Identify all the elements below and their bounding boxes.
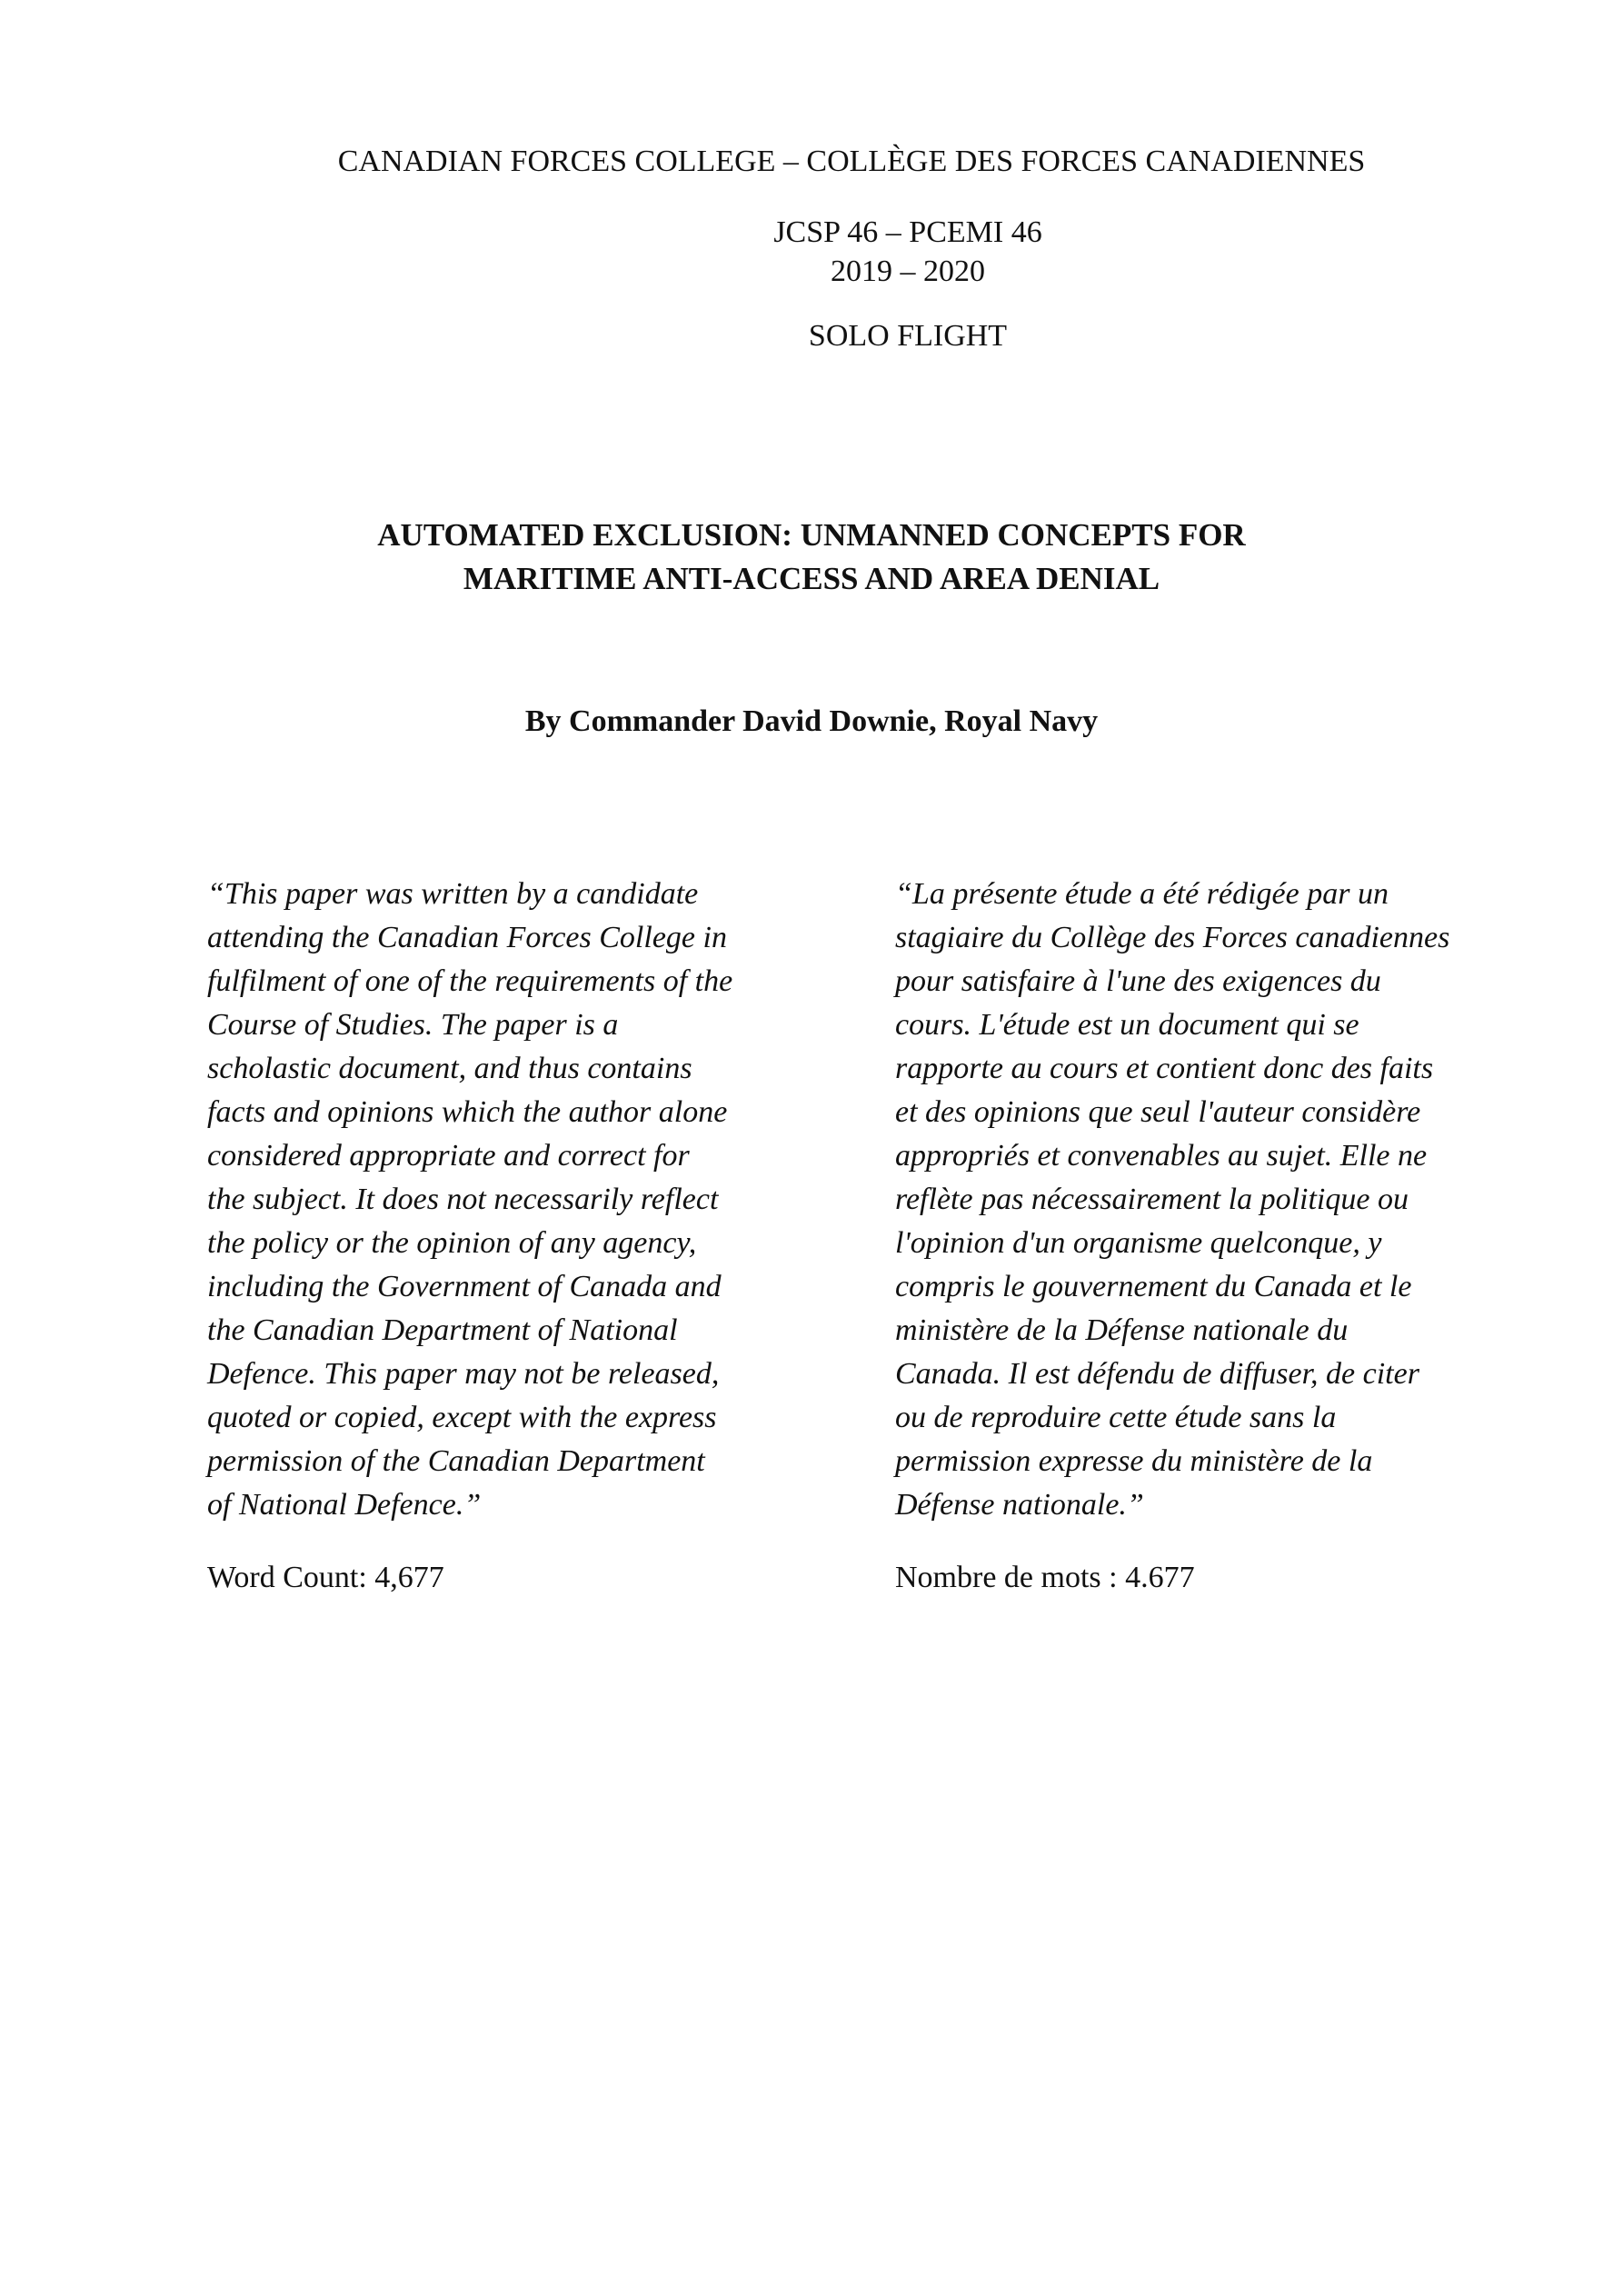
disclaimer-en-line: Course of Studies. The paper is a bbox=[207, 1008, 619, 1042]
paper-title-line-1: AUTOMATED EXCLUSION: UNMANNED CONCEPTS FOR bbox=[377, 517, 1246, 553]
disclaimer-fr-line: appropriés et convenables au sujet. Elle ne bbox=[895, 1139, 1428, 1173]
disclaimer-fr-line: rapporte au cours et contient donc des faits bbox=[895, 1052, 1434, 1085]
disclaimer-french bbox=[895, 873, 1449, 1527]
author-byline: By Commander David Downie, Royal Navy bbox=[524, 704, 1099, 738]
disclaimer-en-line: permission of the Canadian Department bbox=[207, 1444, 705, 1478]
disclaimer-en-line: Defence. This paper may not be released, bbox=[207, 1357, 720, 1391]
course-code: JCSP 46 – PCEMI 46 bbox=[773, 215, 1042, 249]
disclaimer-fr-line: reflète pas nécessairement la politique ou bbox=[895, 1183, 1409, 1216]
disclaimer-en-line: the subject. It does not necessarily reflect bbox=[207, 1183, 719, 1216]
disclaimer-fr-line: permission expresse du ministère de la bbox=[895, 1444, 1373, 1478]
disclaimer-en-line: considered appropriate and correct for bbox=[207, 1139, 690, 1173]
disclaimer-fr-line: compris le gouvernement du Canada et le bbox=[895, 1270, 1412, 1303]
paper-title bbox=[0, 514, 1623, 601]
disclaimer-en-line: quoted or copied, except with the express bbox=[207, 1401, 717, 1434]
disclaimer-fr-line: cours. L'étude est un document qui se bbox=[895, 1008, 1359, 1042]
disclaimer-en-line: facts and opinions which the author alone bbox=[207, 1095, 728, 1129]
disclaimer-en-line: including the Government of Canada and bbox=[207, 1270, 722, 1303]
academic-years: 2019 – 2020 bbox=[831, 255, 985, 288]
word-count-english: Word Count: 4,677 bbox=[207, 1561, 444, 1594]
program-name: SOLO FLIGHT bbox=[808, 319, 1008, 353]
disclaimer-fr-line: pour satisfaire à l'une des exigences du bbox=[895, 964, 1381, 998]
disclaimer-en-line: scholastic document, and thus contains bbox=[207, 1052, 692, 1085]
disclaimer-fr-line: Défense nationale.” bbox=[895, 1488, 1144, 1522]
disclaimer-en-line: “This paper was written by a candidate bbox=[207, 877, 699, 911]
disclaimer-fr-line: Canada. Il est défendu de diffuser, de citer bbox=[895, 1357, 1419, 1391]
disclaimer-fr-line: stagiaire du Collège des Forces canadiennes bbox=[895, 921, 1450, 954]
disclaimer-fr-line: ministère de la Défense nationale du bbox=[895, 1313, 1349, 1347]
disclaimer-en-line: the policy or the opinion of any agency, bbox=[207, 1226, 697, 1260]
disclaimer-fr-line: et des opinions que seul l'auteur considère bbox=[895, 1095, 1421, 1129]
disclaimer-fr-line: “La présente étude a été rédigée par un bbox=[895, 877, 1389, 911]
paper-title-line-2: MARITIME ANTI-ACCESS AND AREA DENIAL bbox=[463, 561, 1160, 596]
disclaimer-en-line: fulfilment of one of the requirements of the bbox=[207, 964, 733, 998]
word-count-french: Nombre de mots : 4.677 bbox=[895, 1561, 1195, 1594]
disclaimer-fr-line: l'opinion d'un organisme quelconque, y bbox=[895, 1226, 1382, 1260]
disclaimer-en-line: of National Defence.” bbox=[207, 1488, 482, 1522]
disclaimer-en-line: attending the Canadian Forces College in bbox=[207, 921, 727, 954]
disclaimer-fr-line: ou de reproduire cette étude sans la bbox=[895, 1401, 1337, 1434]
disclaimer-en-line: the Canadian Department of National bbox=[207, 1313, 678, 1347]
disclaimer-english bbox=[207, 873, 732, 1527]
college-name: CANADIAN FORCES COLLEGE – COLLÈGE DES FORCES CANADIENNES bbox=[337, 145, 1366, 178]
